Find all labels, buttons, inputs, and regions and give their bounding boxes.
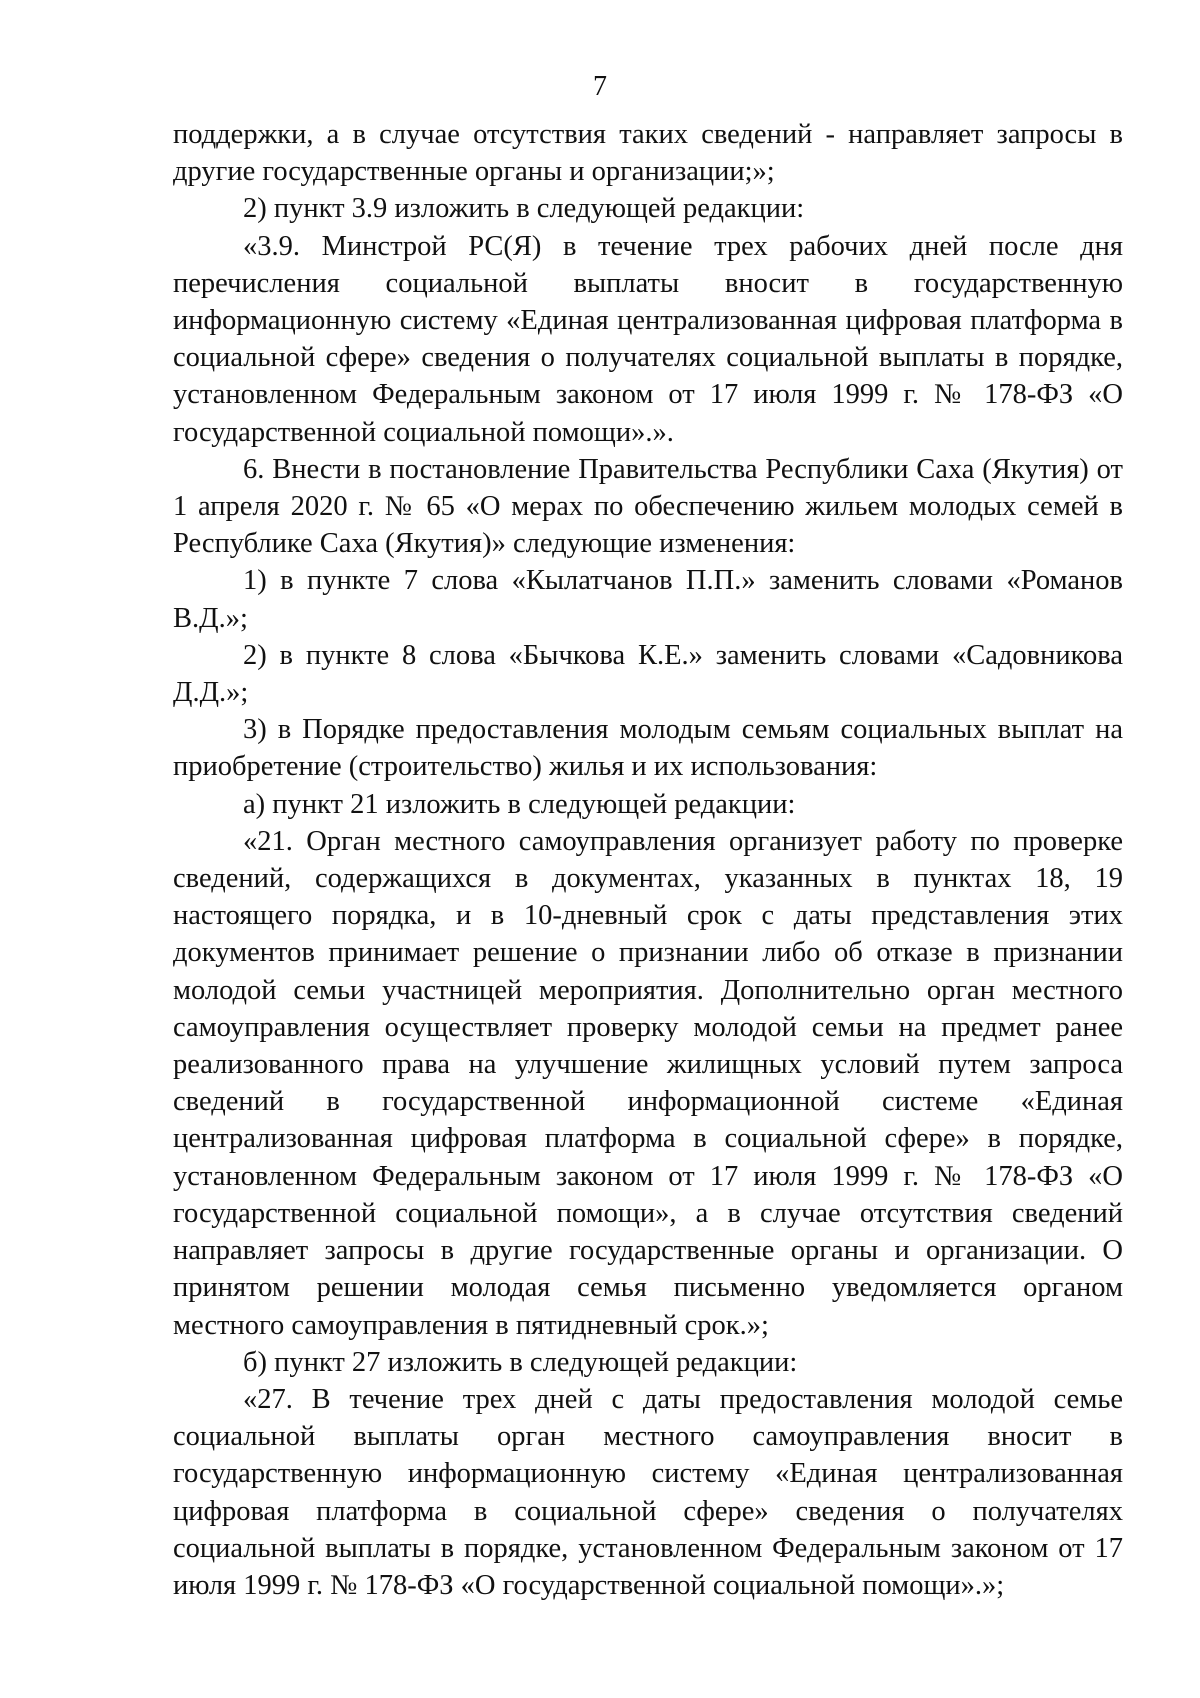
paragraph-5: 1) в пункте 7 слова «Кылатчанов П.П.» заменить словами «Романов В.Д.»; [173, 565, 1123, 634]
paragraph-9: «21. Орган местного самоуправления организует работу по проверке сведений, содержащихся в документах, указанных в пунктах 18, 19 настоящего порядка, и в 10-дневный срок с даты представления этих документов принимает решение о признании либо об отказе в признании молодой семьи участницей мероприятия. Дополнительно орган местного самоуправления осуществляет проверку молодой семьи на предмет ранее реализованного права на улучшение жилищных условий путем запроса сведений в государственной информационной системе «Единая централизованная цифровая платформа в социальной сфере» в порядке, установленном Федеральным законом от 17 июля 1999 г. № 178-ФЗ «О государственной социальной помощи», а в случае отсутствия сведений направляет запросы в другие государственные органы и организации. О принятом решении молодая семья письменно уведомляется органом местного самоуправления в пятидневный срок.»; [173, 825, 1123, 1341]
paragraph-7: 3) в Порядке предоставления молодым семьям социальных выплат на приобретение (строительство) жилья и их использования: [173, 714, 1123, 783]
paragraph-2: 2) пункт 3.9 изложить в следующей редакции: [243, 193, 805, 225]
page-number: 7 [593, 71, 607, 102]
paragraph-3: «3.9. Минстрой РС(Я) в течение трех рабочих дней после дня перечисления социальной выплаты вносит в государственную информационную систему «Единая централизованная цифровая платформа в социальной сфере» сведения о получателях социальной выплаты в порядке, установленном Федеральным законом от 17 июля 1999 г. № 178-ФЗ «О государственной социальной помощи».». [173, 230, 1123, 448]
document-body [173, 116, 1123, 1604]
paragraph-11: «27. В течение трех дней с даты предоставления молодой семье социальной выплаты орган местного самоуправления вносит в государственную информационную систему «Единая централизованная цифровая платформа в социальной сфере» сведения о получателях социальной выплаты в порядке, установленном Федеральным законом от 17 июля 1999 г. № 178-ФЗ «О государственной социальной помощи».»; [173, 1383, 1123, 1601]
paragraph-4: 6. Внести в постановление Правительства Республики Саха (Якутия) от 1 апреля 2020 г. № 65 «О мерах по обеспечению жильем молодых семей в Республике Саха (Якутия)» следующие изменения: [173, 453, 1123, 560]
paragraph-6: 2) в пункте 8 слова «Бычкова К.Е.» заменить словами «Садовникова Д.Д.»; [173, 639, 1123, 709]
paragraph-8: а) пункт 21 изложить в следующей редакции: [243, 788, 796, 820]
paragraph-1: поддержки, а в случае отсутствия таких сведений - направляет запросы в другие государственные органы и организации;»; [173, 119, 1123, 188]
paragraph-10: б) пункт 27 изложить в следующей редакции: [243, 1346, 798, 1378]
